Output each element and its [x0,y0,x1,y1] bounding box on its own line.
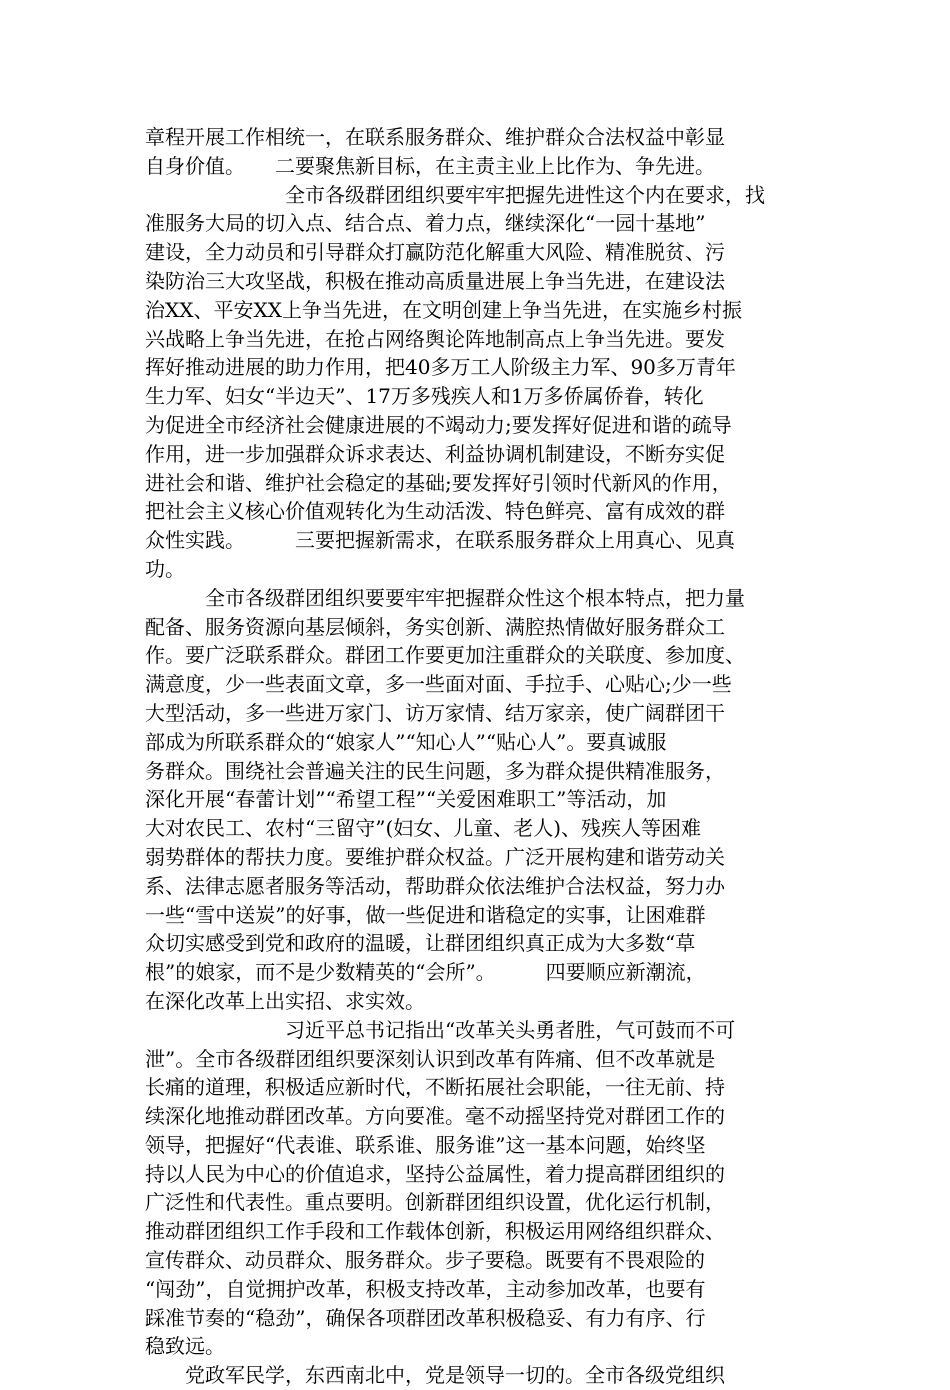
text-line: 深化开展“春蕾计划”“希望工程”“关爱困难职工”等活动，加 [145,787,667,812]
text-line: 弱势群体的帮扶力度。要维护群众权益。广泛开展构建和谐劳动关 [145,844,725,869]
text-line: 治XX、平安XX上争当先进，在文明创建上争当先进，在实施乡村振 [145,297,742,322]
text-line: 满意度，少一些表面文章，多一些面对面、手拉手、心贴心;少一些 [145,672,732,697]
text-line: 广泛性和代表性。重点要明。创新群团组织设置，优化运行机制， [145,1190,725,1215]
text-line: 进社会和谐、维护社会稳定的基础;要发挥好引领时代新风的作用， [145,470,732,495]
text-line: 在深化改革上出实招、求实效。 [145,988,425,1013]
text-line: 党政军民学，东西南北中，党是领导一切的。全市各级党组织 [145,1363,725,1388]
text-line: 宣传群众、动员群众、服务群众。步子要稳。既要有不畏艰险的 [145,1248,705,1273]
text-line: 全市各级群团组织要要牢牢把握群众性这个根本特点，把力量 [145,585,745,610]
text-line: 配备、服务资源向基层倾斜，务实创新、满腔热情做好服务群众工 [145,614,725,639]
text-line: 作。要广泛联系群众。群团工作要更加注重群众的关联度、参加度、 [145,643,745,668]
text-line: 把社会主义核心价值观转化为生动活泼、特色鲜亮、富有成效的群 [145,499,725,524]
text-line: 习近平总书记指出“改革关头勇者胜，气可鼓而不可 [145,1017,736,1042]
text-line: 全市各级群团组织要牢牢把握先进性这个内在要求，找 [145,182,765,207]
text-line: 挥好推动进展的助力作用，把40多万工人阶级主力军、90多万青年 [145,355,736,380]
text-line: 泄”。全市各级群团组织要深刻认识到改革有阵痛、但不改革就是 [145,1046,716,1071]
text-line: 为促进全市经济社会健康进展的不竭动力;要发挥好促进和谐的疏导 [145,412,732,437]
text-line: 推动群团组织工作手段和工作载体创新，积极运用网络组织群众、 [145,1219,725,1244]
text-line: 众性实践。 三要把握新需求，在联系服务群众上用真心、见真 [145,528,735,553]
text-line: 建设，全力动员和引导群众打赢防范化解重大风险、精准脱贫、污 [145,240,725,265]
text-line: 务群众。围绕社会普遍关注的民生问题，多为群众提供精准服务， [145,758,725,783]
text-line: 领导，把握好“代表谁、联系谁、服务谁”这一基本问题，始终坚 [145,1132,706,1157]
text-line: “闯劲”，自觉拥护改革，积极支持改革，主动参加改革，也要有 [145,1276,706,1301]
text-line: 系、法律志愿者服务等活动，帮助群众依法维护合法权益，努力办 [145,873,725,898]
text-line: 生力军、妇女“半边天”、17万多残疾人和1万多侨属侨眷，转化 [145,384,704,409]
text-line: 续深化地推动群团改革。方向要准。毫不动摇坚持党对群团工作的 [145,1104,725,1129]
text-line: 踩准节奏的“稳劲”，确保各项群团改革积极稳妥、有力有序、行 [145,1305,706,1330]
text-line: 作用，进一步加强群众诉求表达、利益协调机制建设，不断夯实促 [145,441,725,466]
text-line: 自身价值。 二要聚焦新目标，在主责主业上比作为、争先进。 [145,153,715,178]
body-text [145,123,815,1390]
text-line: 稳致远。 [145,1334,225,1359]
text-line: 长痛的道理，积极适应新时代，不断拓展社会职能，一往无前、持 [145,1075,725,1100]
text-line: 兴战略上争当先进，在抢占网络舆论阵地制高点上争当先进。要发 [145,326,725,351]
text-line: 一些“雪中送炭”的好事，做一些促进和谐稳定的实事，让困难群 [145,902,706,927]
text-line: 大型活动，多一些进万家门、访万家情、结万家亲，使广阔群团干 [145,700,725,725]
text-line: 根”的娘家，而不是少数精英的“会所”。 四要顺应新潮流， [145,960,706,985]
text-line: 染防治三大攻坚战，积极在推动高质量进展上争当先进，在建设法 [145,268,725,293]
text-line: 准服务大局的切入点、结合点、着力点，继续深化“一园十基地” [145,211,706,236]
text-line: 大对农民工、农村“三留守”(妇女、儿童、老人)、残疾人等困难 [145,816,702,841]
text-line: 章程开展工作相统一，在联系服务群众、维护群众合法权益中彰显 [145,125,725,149]
text-line: 众切实感受到党和政府的温暖，让群团组织真正成为大多数“草 [145,931,696,956]
text-line: 功。 [145,556,185,581]
text-line: 部成为所联系群众的“娘家人”“知心人”“贴心人”。要真诚服 [145,729,667,754]
text-line: 持以人民为中心的价值追求，坚持公益属性，着力提高群团组织的 [145,1161,725,1186]
